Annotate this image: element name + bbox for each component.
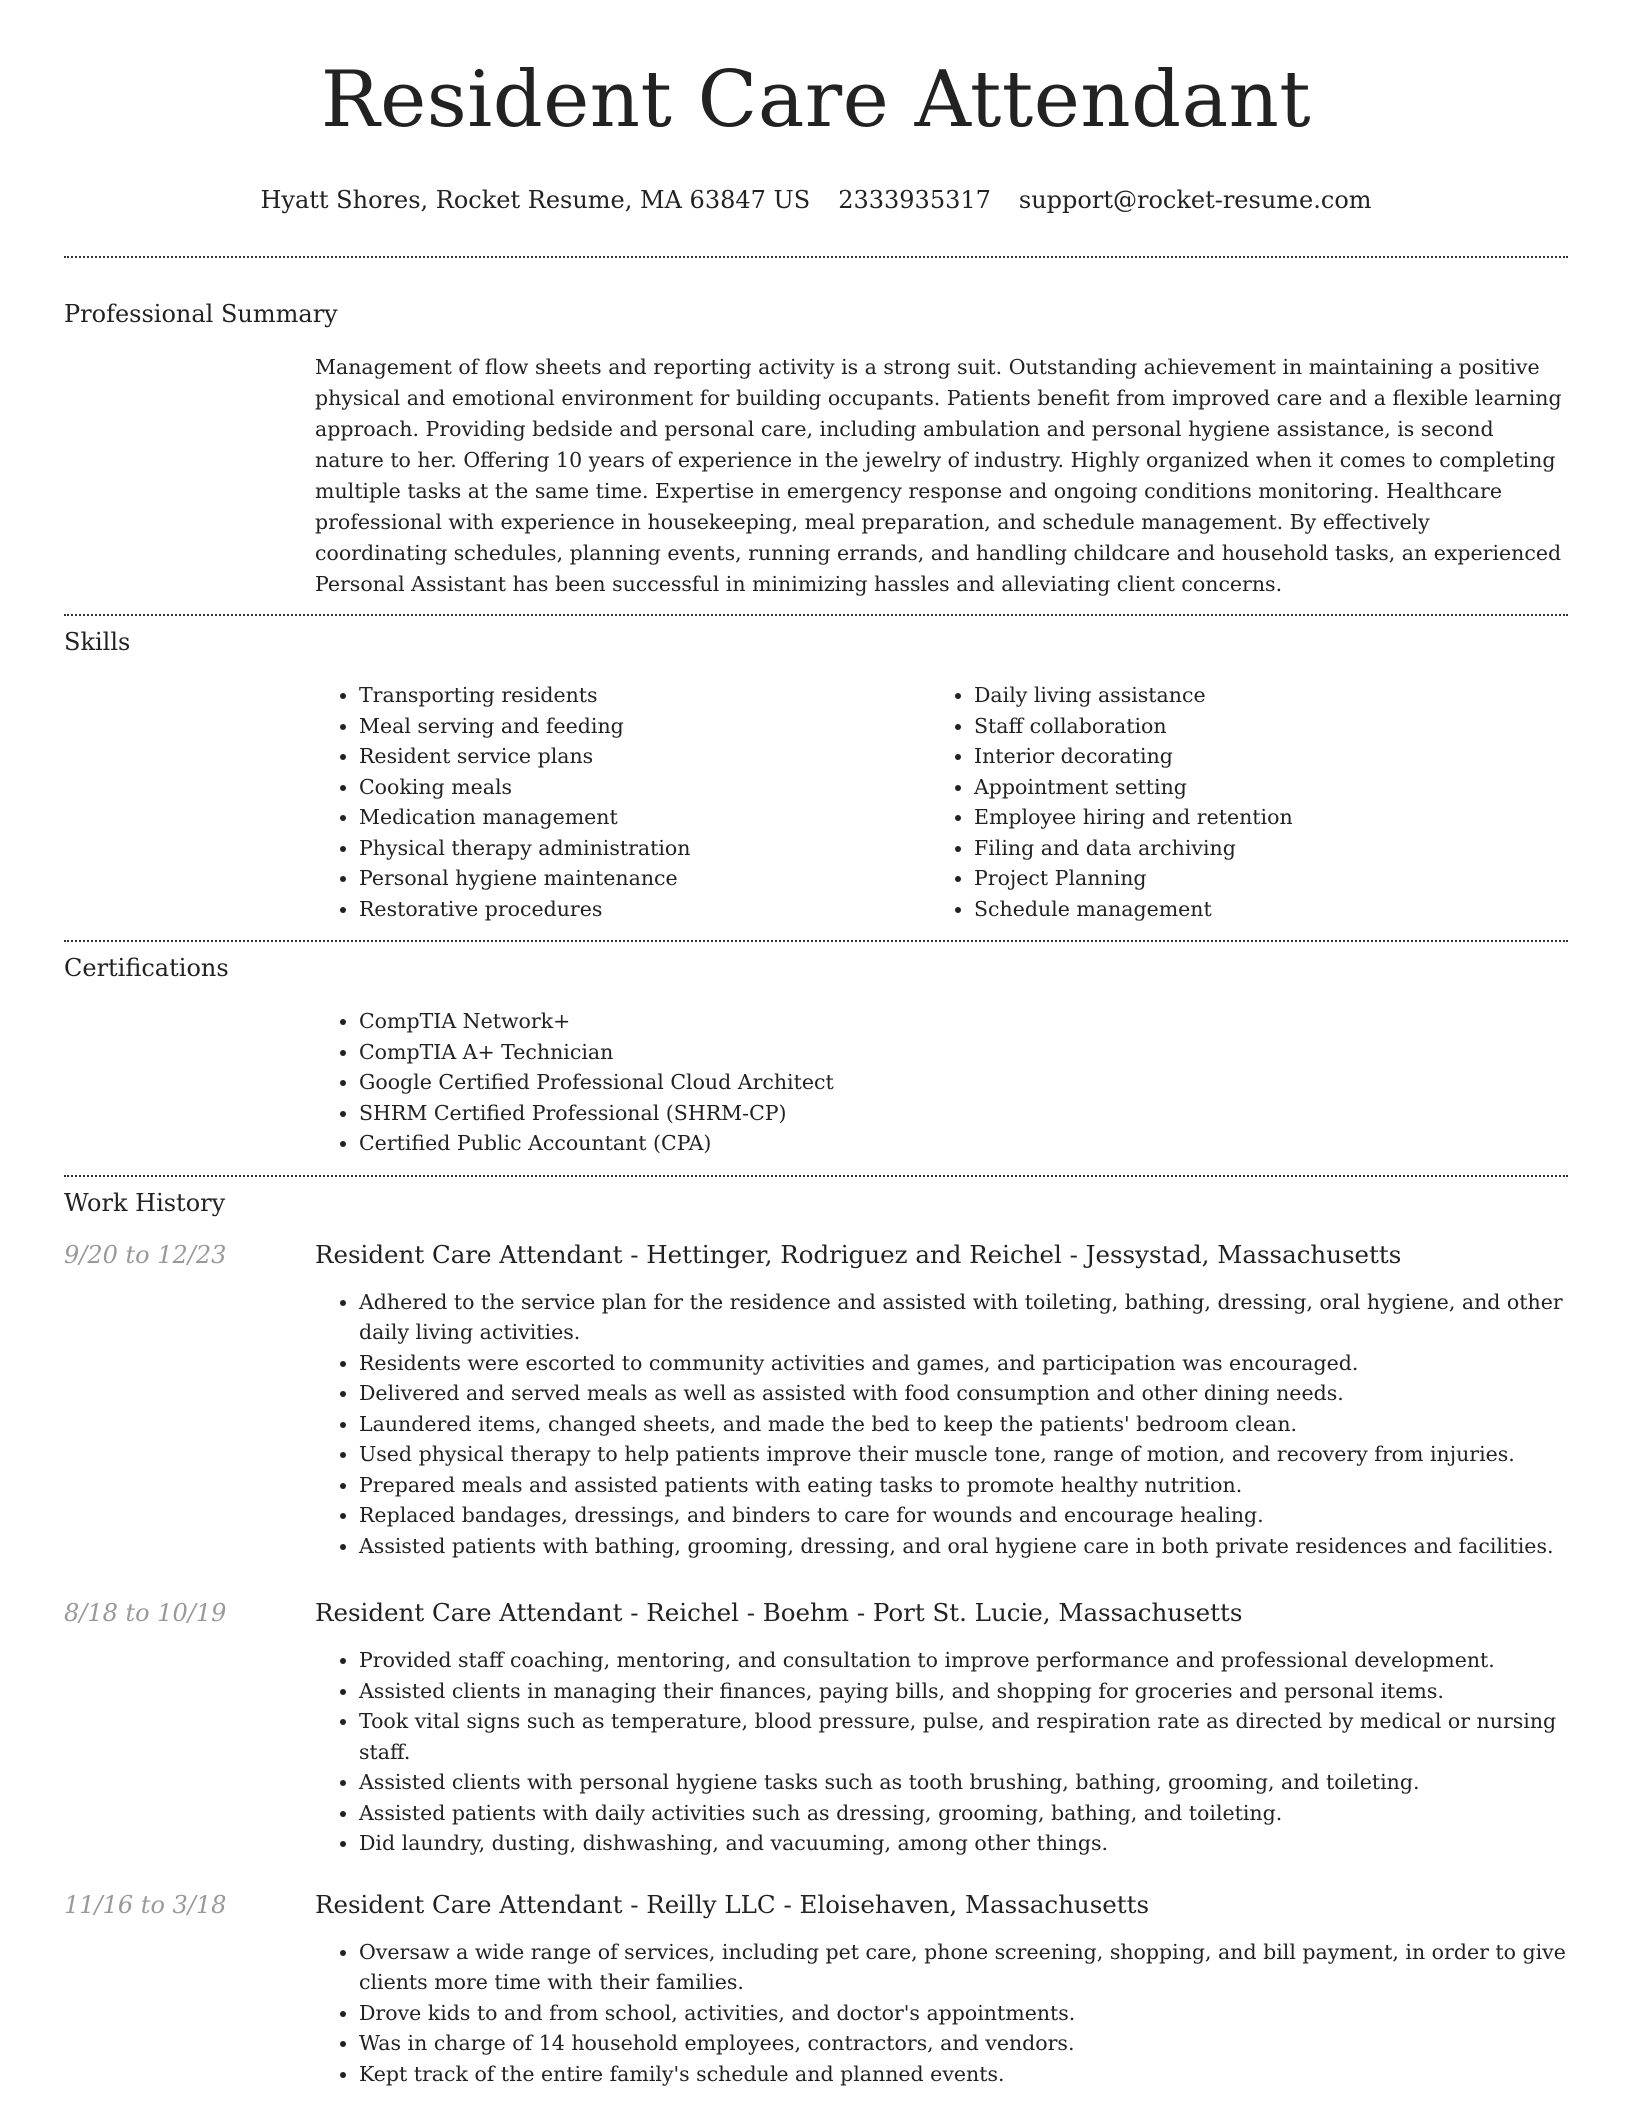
skill-item: • Medication management	[359, 802, 930, 833]
certification-item: • Google Certified Professional Cloud Architect	[359, 1067, 1568, 1098]
job-duty-item: • Assisted clients in managing their finances, paying bills, and shopping for groceries and personal items.	[359, 1676, 1568, 1707]
divider	[64, 1175, 1568, 1177]
job-entry	[64, 1889, 1568, 2090]
skill-item: • Physical therapy administration	[359, 833, 930, 864]
job-duty-item: • Used physical therapy to help patients improve their muscle tone, range of motion, and recovery from injuries.	[359, 1439, 1568, 1470]
email-link[interactable]: support@rocket-resume.com	[1018, 186, 1372, 214]
skill-item: • Restorative procedures	[359, 894, 930, 925]
job-header	[64, 1889, 1568, 1921]
job-duty-item: • Drove kids to and from school, activities, and doctor's appointments.	[359, 1998, 1568, 2029]
certifications-list	[315, 1006, 1568, 1159]
job-header	[64, 1597, 1568, 1629]
job-title: Resident Care Attendant - Reichel - Boehm - Port St. Lucie, Massachusetts	[315, 1598, 1243, 1627]
job-dates: 11/16 to 3/18	[64, 1890, 227, 1919]
work-history-heading: Work History	[64, 1188, 226, 1217]
job-entry	[64, 1597, 1568, 1859]
certification-item: • Certified Public Accountant (CPA)	[359, 1128, 1568, 1159]
skill-item: • Employee hiring and retention	[974, 802, 1545, 833]
phone-text: 2333935317	[838, 186, 991, 214]
job-duty-item: • Did laundry, dusting, dishwashing, and vacuuming, among other things.	[359, 1828, 1568, 1859]
job-duties	[315, 1645, 1568, 1859]
skill-item: • Interior decorating	[974, 741, 1545, 772]
job-duty-item: • Provided staff coaching, mentoring, and consultation to improve performance and professional development.	[359, 1645, 1568, 1676]
job-dates: 8/18 to 10/19	[64, 1599, 227, 1627]
skill-item: • Appointment setting	[974, 772, 1545, 803]
skills-heading: Skills	[64, 628, 131, 656]
skills-list-left	[315, 680, 930, 924]
address-text: Hyatt Shores, Rocket Resume, MA 63847 US	[260, 186, 811, 214]
job-duties	[315, 1937, 1568, 2090]
skill-item: • Transporting residents	[359, 680, 930, 711]
job-duty-item: • Oversaw a wide range of services, including pet care, phone screening, shopping, and bill payment, in order to give clients more time with their families.	[359, 1937, 1568, 1998]
job-dates: 9/20 to 12/23	[64, 1240, 227, 1269]
skills-column-right	[930, 680, 1545, 924]
job-duties-list	[315, 1937, 1568, 2090]
job-duty-item: • Kept track of the entire family's schedule and planned events.	[359, 2059, 1568, 2090]
certification-item: • SHRM Certified Professional (SHRM-CP)	[359, 1098, 1568, 1129]
job-duty-item: • Adhered to the service plan for the residence and assisted with toileting, bathing, dressing, oral hygiene, and other daily living activities.	[359, 1287, 1568, 1348]
skills-section	[315, 680, 1568, 924]
certifications-section	[315, 1006, 1568, 1159]
job-duties-list	[315, 1645, 1568, 1859]
skill-item: • Meal serving and feeding	[359, 711, 930, 742]
job-duties-list	[315, 1287, 1568, 1562]
job-entry	[64, 1239, 1568, 1562]
skill-item: • Daily living assistance	[974, 680, 1545, 711]
summary-text: Management of flow sheets and reporting activity is a strong suit. Outstanding achievement in maintaining a positive physical and emotional environment for building occupants. Patients benefit from improved care and a flexible learning approach. Providing bedside and personal care, including ambulation and personal hygiene assistance, is second nature to her. Offering 10 years of experience in the jewelry of industry. Highly organized when it comes to completing multiple tasks at the same time. Expertise in emergency response and ongoing conditions monitoring. Healthcare professional with experience in housekeeping, meal preparation, and schedule management. By effectively coordinating schedules, planning events, running errands, and handling childcare and household tasks, an experienced Personal Assistant has been successful in minimizing hassles and alleviating client concerns.	[315, 355, 1562, 596]
certification-item: • CompTIA A+ Technician	[359, 1037, 1568, 1068]
skill-item: • Staff collaboration	[974, 711, 1545, 742]
summary-section	[315, 352, 1568, 600]
job-duty-item: • Was in charge of 14 household employees, contractors, and vendors.	[359, 2028, 1568, 2059]
certification-item: • CompTIA Network+	[359, 1006, 1568, 1037]
divider	[64, 256, 1568, 258]
skill-item: • Resident service plans	[359, 741, 930, 772]
skill-item: • Personal hygiene maintenance	[359, 863, 930, 894]
job-duty-item: • Delivered and served meals as well as assisted with food consumption and other dining needs.	[359, 1378, 1568, 1409]
contact-line	[64, 184, 1568, 216]
divider	[64, 940, 1568, 942]
skill-item: • Schedule management	[974, 894, 1545, 925]
work-history-section	[64, 1239, 1568, 2090]
job-duty-item: • Replaced bandages, dressings, and binders to care for wounds and encourage healing.	[359, 1500, 1568, 1531]
job-duties	[315, 1287, 1568, 1562]
job-duty-item: • Laundered items, changed sheets, and made the bed to keep the patients' bedroom clean.	[359, 1409, 1568, 1440]
job-duty-item: • Assisted patients with bathing, grooming, dressing, and oral hygiene care in both private residences and facilities.	[359, 1531, 1568, 1562]
summary-heading: Professional Summary	[64, 300, 338, 328]
job-duty-item: • Prepared meals and assisted patients with eating tasks to promote healthy nutrition.	[359, 1470, 1568, 1501]
skill-item: • Project Planning	[974, 863, 1545, 894]
resume-page	[64, 0, 1568, 2089]
skill-item: • Filing and data archiving	[974, 833, 1545, 864]
job-title: Resident Care Attendant - Reilly LLC - Eloisehaven, Massachusetts	[315, 1889, 1150, 1919]
skills-list-right	[930, 680, 1545, 924]
divider	[64, 614, 1568, 616]
skill-item: • Cooking meals	[359, 772, 930, 803]
candidate-name: Resident Care Attendant	[320, 55, 1312, 145]
job-title: Resident Care Attendant - Hettinger, Rodriguez and Reichel - Jessystad, Massachusetts	[315, 1239, 1402, 1269]
job-duty-item: • Residents were escorted to community activities and games, and participation was encouraged.	[359, 1348, 1568, 1379]
certifications-heading: Certifications	[64, 954, 229, 982]
job-duty-item: • Assisted clients with personal hygiene tasks such as tooth brushing, bathing, grooming, and toileting.	[359, 1767, 1568, 1798]
job-duty-item: • Took vital signs such as temperature, blood pressure, pulse, and respiration rate as directed by medical or nursing staff.	[359, 1706, 1568, 1767]
skills-column-left	[315, 680, 930, 924]
job-duty-item: • Assisted patients with daily activities such as dressing, grooming, bathing, and toileting.	[359, 1798, 1568, 1829]
job-header	[64, 1239, 1568, 1271]
